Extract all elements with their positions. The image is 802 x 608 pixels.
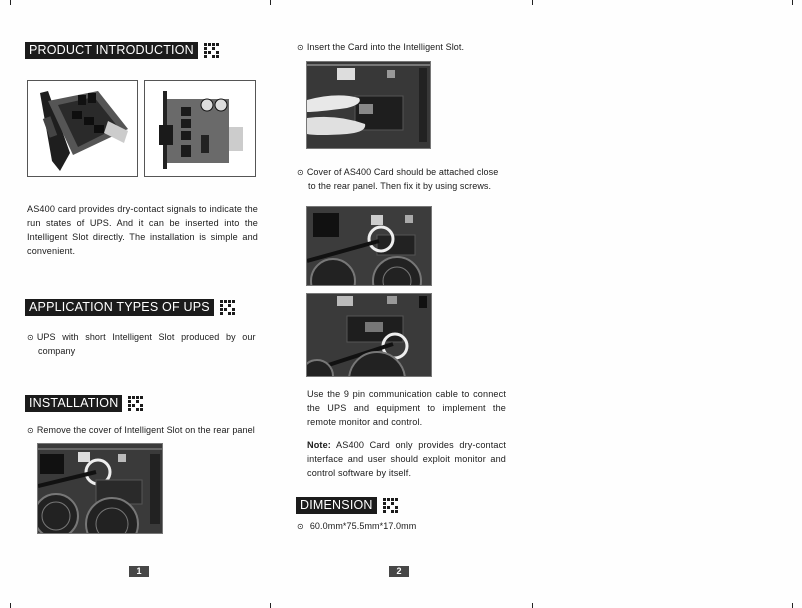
dot-grid-icon: [128, 396, 144, 412]
crop-mark: [270, 0, 271, 5]
note-label: Note:: [307, 440, 331, 450]
crop-mark: [792, 0, 793, 5]
crop-mark: [10, 603, 11, 608]
section-installation: [25, 395, 144, 412]
intro-paragraph: AS400 card provides dry-contact signals to indicate the run states of UPS. And it can be inserted into the Intelligent Slot directly. The installation is simple and convenient.: [27, 204, 258, 256]
section-title: DIMENSION: [296, 497, 377, 514]
application-line-1: UPS with short Intelligent Slot produced by our: [36, 332, 256, 342]
dot-grid-icon: [220, 300, 236, 316]
application-line-2: company: [38, 345, 76, 356]
note-paragraph: [307, 438, 506, 480]
card-angle-image: [27, 80, 138, 177]
bullet-icon: ⊙: [27, 426, 34, 435]
crop-mark: [10, 0, 11, 5]
page-number-2: 2: [389, 566, 409, 577]
section-title: PRODUCT INTRODUCTION: [25, 42, 198, 59]
fix-screw-image-2: [306, 293, 432, 377]
section-title: INSTALLATION: [25, 395, 122, 412]
remove-cover-image: [37, 443, 163, 534]
install-step-cover-line-2: to the rear panel. Then fix it by using screws.: [308, 180, 492, 191]
card-top-image: [144, 80, 256, 177]
section-dimension: [296, 497, 399, 514]
crop-mark: [270, 603, 271, 608]
bullet-icon: ⊙: [297, 168, 304, 177]
note-text: AS400 Card only provides dry-contact interface and user should exploit monitor and control software by itself.: [307, 440, 506, 478]
cable-paragraph: Use the 9 pin communication cable to connect the UPS and equipment to implement the remote monitor and control.: [307, 389, 506, 427]
dot-grid-icon: [204, 43, 220, 59]
dimension-item: [297, 520, 517, 534]
install-step-insert: [297, 41, 527, 55]
install-step-insert-text: Insert the Card into the Intelligent Slot.: [306, 42, 465, 52]
dimension-value: 60.0mm*75.5mm*17.0mm: [309, 521, 417, 531]
dot-grid-icon: [383, 498, 399, 514]
bullet-icon: ⊙: [27, 333, 34, 342]
bullet-icon: ⊙: [297, 43, 304, 52]
install-step-1-text: Remove the cover of Intelligent Slot on the rear panel: [36, 425, 255, 435]
crop-mark: [532, 0, 533, 5]
install-step-cover: [297, 166, 527, 193]
section-product-introduction: [25, 42, 220, 59]
fix-screw-image-1: [306, 206, 432, 286]
section-title: APPLICATION TYPES OF UPS: [25, 299, 214, 316]
application-item: [27, 331, 258, 358]
crop-mark: [792, 603, 793, 608]
section-application-types: [25, 299, 236, 316]
bullet-icon: ⊙: [297, 522, 304, 531]
crop-mark: [532, 603, 533, 608]
install-step-1: [27, 424, 267, 438]
insert-card-image: [306, 61, 431, 149]
page-number-1: 1: [129, 566, 149, 577]
install-step-cover-line-1: Cover of AS400 Card should be attached close: [306, 167, 499, 177]
